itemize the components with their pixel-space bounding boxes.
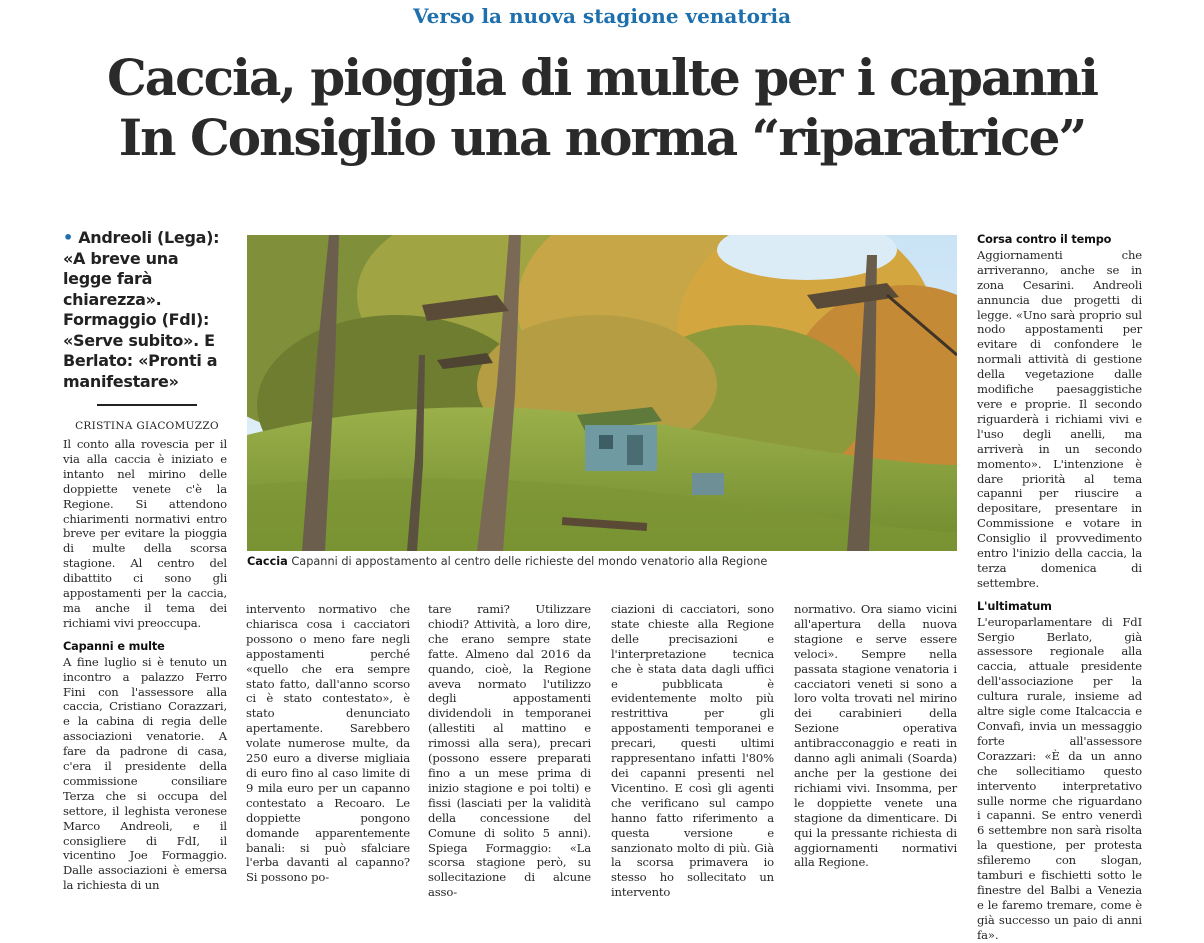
- subhead-corsa: Corsa contro il tempo: [977, 233, 1112, 246]
- photo-caption: [247, 555, 967, 568]
- column-6: [977, 233, 1142, 943]
- caption-text: Capanni di appostamento al centro delle richieste del mondo venatorio alla Regione: [291, 555, 768, 568]
- summary-text: Andreoli (Lega): «A breve una legge farà chiarezza». Formaggio (FdI): «Serve subito». E Berlato: «Pronti a manifestare»: [63, 228, 220, 391]
- column-4: [611, 602, 774, 900]
- column-3: [428, 602, 591, 900]
- column-2-body: intervento normativo che chiarisca cosa i cacciatori possono o meno fare negli appostamenti perché «quello che era sempre stato fatto, dall'anno scorso ci è stato contestato», è stato denunciato apertamente. Sarebbero volate numerose multe, da 250 euro a diverse migliaia di euro fino al caso limite di 9 mila euro per un capanno contestato a Recoaro. Le doppiette pongono domande apparentemente banali: si può sfalciare l'erba davanti al capanno? Si possono po-: [246, 602, 410, 885]
- hunting-hut-photo: [247, 235, 957, 551]
- headline: [0, 48, 1204, 168]
- column-5: [794, 602, 957, 870]
- intro-paragraph: Il conto alla rovescia per il via alla caccia è iniziato e intanto nel mirino delle doppiette venete c'è la Regione. Si attendono chiarimenti normativi entro breve per evitare la pioggia di multe della scorsa stagione. Al centro del dibattito ci sono gli appostamenti per la caccia, ma anche il tema dei richiami vivi preoccupa.: [63, 437, 227, 630]
- column-5-body: normativo. Ora siamo vicini all'apertura della nuova stagione e serve essere veloci». Sempre nella passata stagione venatoria i cacciatori veneti si sono a loro volta trovati nel mirino dei carabinieri della Sezione operativa antibracconaggio e reati in danno agli animali (Soarda) anche per la gestione dei richiami vivi. Insomma, per le doppiette venete una stagione da dimenticare. Di qui la pressante richiesta di aggiornamenti normativi alla Regione.: [794, 602, 957, 870]
- column-3-body: tare rami? Utilizzare chiodi? Attività, a loro dire, che erano sempre state fatte. Almeno dal 2016 da quando, cioè, la Regione aveva normato l'utilizzo degli appostamenti dividendoli in temporanei (allestiti al mattino e rimossi alla sera), precari (possono essere preparati fino a un mese prima di inizio stagione e poi tolti) e fissi (lasciati per la validità della concessione del Comune di solito 5 anni). Spiega Formaggio: «La scorsa stagione però, su sollecitazione di alcune asso-: [428, 602, 591, 900]
- headline-line-2: In Consiglio una norma “riparatrice”: [118, 108, 1086, 167]
- column-1-body: A fine luglio si è tenuto un incontro a palazzo Ferro Fini con l'assessore alla caccia, Cristiano Corazzari, e la cabina di regia delle associazioni venatorie. A fare da padrone di casa, c'era il presidente della commissione consiliare Terza che si occupa del settore, il leghista veronese Marco Andreoli, e il consigliere di FdI, il vicentino Joe Formaggio. Dalle associazioni è emersa la richiesta di un: [63, 654, 227, 893]
- summary-bullet: •: [63, 228, 73, 247]
- headline-line-1: Caccia, pioggia di multe per i capanni: [106, 48, 1098, 107]
- summary-rule: [97, 404, 197, 406]
- column-1: [63, 437, 227, 893]
- column-4-body: ciazioni di cacciatori, sono state chieste alla Regione delle precisazioni e l'interpretazione tecnica che è stata data dagli uffici e pubblicata è evidentemente molto più restrittiva per gli appostamenti temporanei e precari, questi ultimi rappresentano infatti l'80% dei capanni presenti nel Vicentino. E così gli agenti che verificano sul campo hanno fatto riferimento a questa versione e sanzionato molto di più. Già la scorsa primavera io stesso ho sollecitato un intervento: [611, 602, 774, 900]
- column-6-body-1: Aggiornamenti che arriveranno, anche se in zona Cesarini. Andreoli annuncia due progetti di legge. «Uno sarà proprio sul nodo appostamenti per evitare di confondere le normali attività di gestione della vegetazione dalle modifiche paesaggistiche vere e proprie. Il secondo riguarderà i richiami vivi e l'uso degli anelli, ma arriverà in un secondo momento». L'intenzione è dare priorità al tema capanni per riuscire a depositare, presentare in Commissione e votare in Consiglio il provvedimento entro l'inizio della caccia, la terza domenica di settembre.: [977, 247, 1142, 590]
- summary: [63, 228, 231, 392]
- column-6-body-2: L'europarlamentare di FdI Sergio Berlato, già assessore regionale alla caccia, attuale presidente dell'associazione per la cultura rurale, insieme ad altre sigle come Italcaccia e Convafi, invia un messaggio forte all'assessore Corazzari: «È da un anno che sollecitiamo questo intervento interpretativo sulle norme che riguardano i capanni. Se entro venerdì 6 settembre non sarà risolta la questione, per protesta sfileremo con slogan, tamburi e fischietti sotto le finestre del Balbi a Venezia e le faremo tremare, come è già successo un paio di anni fa».: [977, 614, 1142, 942]
- subhead-ultimatum: L'ultimatum: [977, 599, 1052, 613]
- column-2: [246, 602, 410, 885]
- forest-illustration: [247, 235, 957, 551]
- kicker: Verso la nuova stagione venatoria: [412, 4, 792, 28]
- byline: CRISTINA GIACOMUZZO: [75, 420, 219, 432]
- caption-label: Caccia: [247, 555, 288, 568]
- sidebar: [63, 228, 231, 432]
- subhead-capanni: Capanni e multe: [63, 639, 165, 653]
